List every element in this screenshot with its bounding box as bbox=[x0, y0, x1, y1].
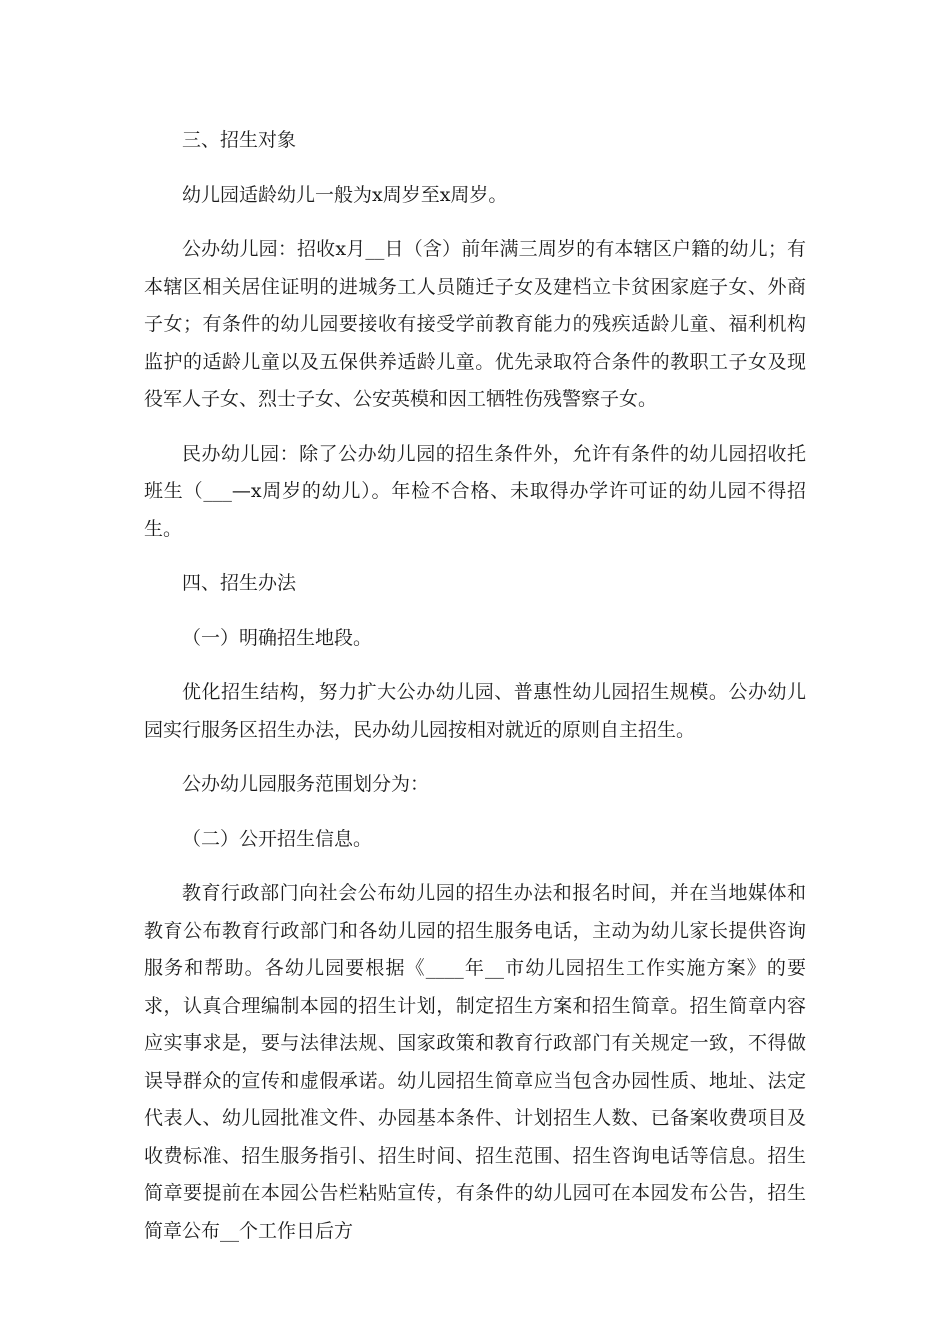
paragraph-service-range: 公办幼儿园服务范围划分为： bbox=[182, 773, 430, 795]
paragraph-age-range: 幼儿园适龄幼儿一般为x周岁至x周岁。 bbox=[182, 183, 508, 206]
paragraph-public-info: 教育行政部门向社会公布幼儿园的招生办法和报名时间，并在当地媒体和教育公布教育行政部门和各幼儿园的招生服务电话，主动为幼儿家长提供咨询服务和帮助。各幼儿园要根据《____年__市幼儿园招生工作实施方案》的要求，认真合理编制本园的招生计划，制定招生方案和招生简章。招生简章内容应实事求是，要与法律法规、国家政策和教育行政部门有关规定一致，不得做误导群众的宣传和虚假承诺。幼儿园招生简章应当包含办园性质、地址、法定代表人、幼儿园批准文件、办园基本条件、计划招生人数、已备案收费项目及收费标准、招生服务指引、招生时间、招生范围、招生咨询电话等信息。招生简章要提前在本园公告栏粘贴宣传，有条件的幼儿园可在本园发布公告，招生简章公布__个工作日后方 bbox=[144, 882, 806, 1242]
subheading-2: （二）公开招生信息。 bbox=[182, 827, 373, 850]
subheading-1: （一）明确招生地段。 bbox=[182, 626, 373, 649]
paragraph-private-kindergarten: 民办幼儿园：除了公办幼儿园的招生条件外，允许有条件的幼儿园招收托班生（___—x周岁的幼儿）。年检不合格、未取得办学许可证的幼儿园不得招生。 bbox=[144, 442, 806, 540]
paragraph-structure: 优化招生结构，努力扩大公办幼儿园、普惠性幼儿园招生规模。公办幼儿园实行服务区招生办法，民办幼儿园按相对就近的原则自主招生。 bbox=[144, 681, 806, 741]
heading-section-4: 四、招生办法 bbox=[182, 572, 297, 594]
paragraph-public-kindergarten: 公办幼儿园：招收x月__日（含）前年满三周岁的有本辖区户籍的幼儿；有本辖区相关居住证明的进城务工人员随迁子女及建档立卡贫困家庭子女、外商子女；有条件的幼儿园要接收有接受学前教育能力的残疾适龄儿童、福利机构监护的适龄儿童以及五保供养适龄儿童。优先录取符合条件的教职工子女及现役军人子女、烈士子女、公安英模和因工牺牲伤残警察子女。 bbox=[144, 238, 806, 410]
document-page bbox=[144, 122, 806, 1267]
heading-section-3: 三、招生对象 bbox=[182, 129, 297, 151]
